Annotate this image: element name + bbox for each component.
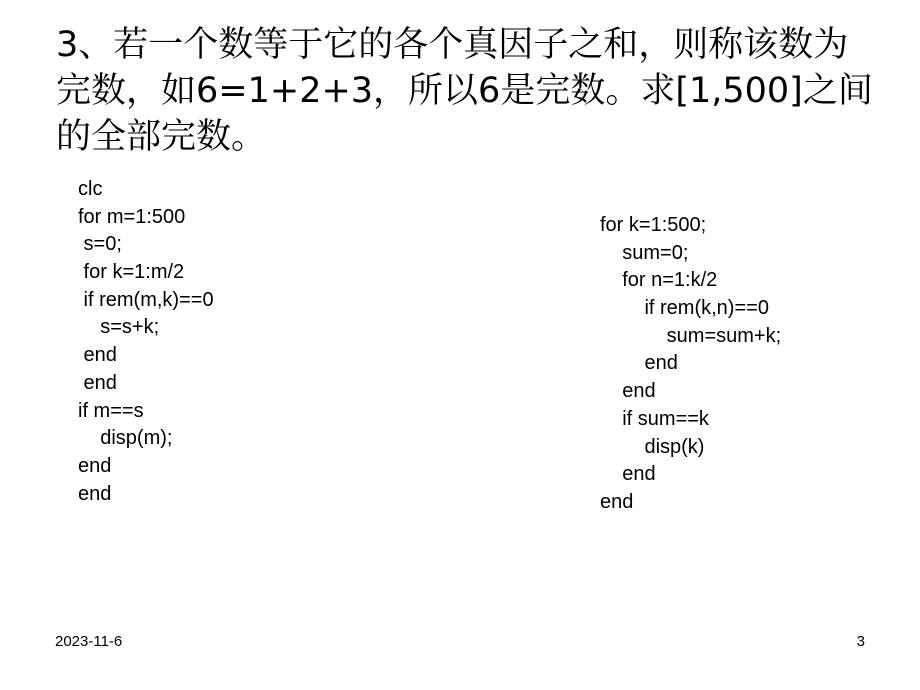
code-right-line-2: sum=0; [600, 241, 689, 264]
code-right-line-5: sum=sum+k; [600, 324, 782, 347]
slide-page-number: 3 [856, 633, 865, 650]
slide-date: 2023-11-6 [55, 633, 123, 650]
code-left-line-6: s=s+k; [78, 316, 160, 339]
code-right-line-3: for n=1:k/2 [600, 269, 718, 292]
code-left-line-12: end [78, 482, 112, 505]
code-right-line-7: end [600, 380, 656, 403]
code-block-right [600, 212, 781, 517]
code-right-line-8: if sum==k [600, 407, 709, 430]
code-right-line-6: end [600, 352, 678, 375]
code-right-line-11: end [600, 490, 634, 513]
code-right-line-10: end [600, 463, 656, 486]
code-left-line-10: disp(m); [78, 427, 173, 450]
code-right-line-1: for k=1:500; [600, 214, 707, 236]
code-right-line-9: disp(k) [600, 435, 705, 458]
code-left-line-4: for k=1:m/2 [78, 261, 185, 284]
problem-line-2: 完数，如6=1+2+3，所以6是完数。求[1,500]之间 [56, 71, 873, 111]
code-left-line-3: s=0; [78, 233, 122, 256]
problem-statement [56, 22, 896, 160]
code-left-line-8: end [78, 371, 117, 394]
code-left-line-2: for m=1:500 [78, 205, 186, 228]
code-left-line-11: end [78, 454, 112, 477]
problem-line-3: 的全部完数。 [56, 117, 267, 157]
code-block-left [78, 176, 214, 508]
code-left-line-1: clc [78, 178, 103, 200]
code-left-line-5: if rem(m,k)==0 [78, 288, 214, 311]
code-right-line-4: if rem(k,n)==0 [600, 297, 769, 320]
problem-line-1: 3、若一个数等于它的各个真因子之和，则称该数为 [56, 25, 849, 65]
code-left-line-7: end [78, 344, 117, 367]
code-left-line-9: if m==s [78, 399, 144, 422]
